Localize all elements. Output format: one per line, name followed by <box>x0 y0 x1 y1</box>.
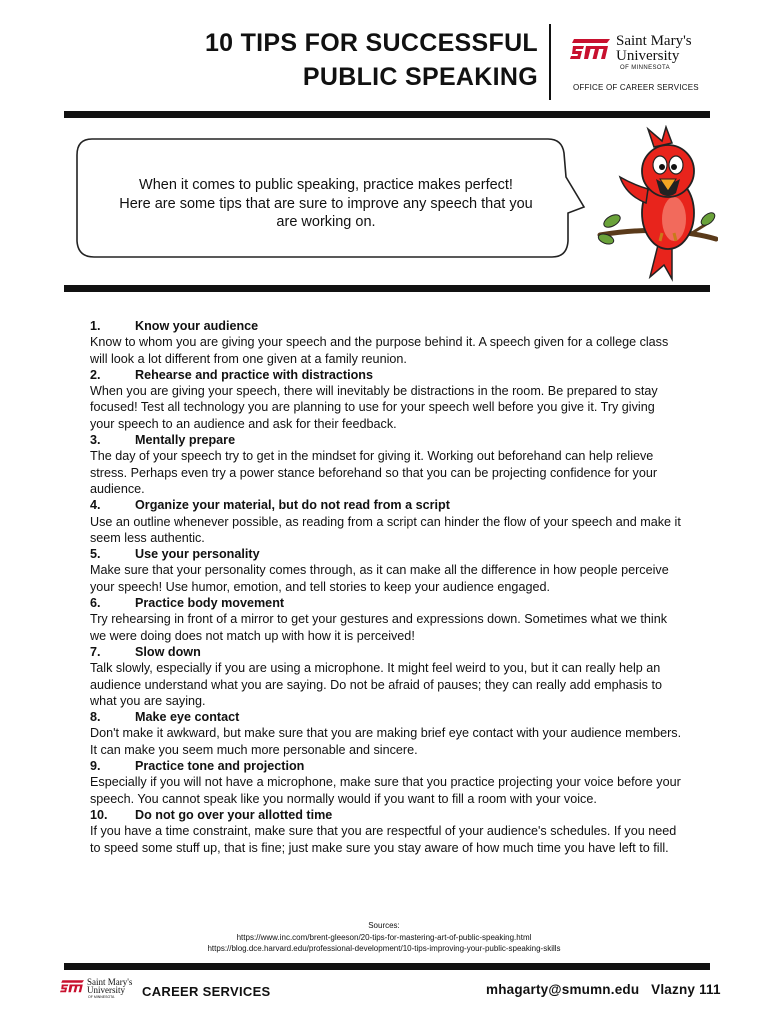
intro-line-1: When it comes to public speaking, practice makes perfect! <box>139 177 513 193</box>
title-line-1: 10 TIPS FOR SUCCESSFUL <box>204 29 538 57</box>
tip-number: 5. <box>90 547 101 562</box>
logo-mark-icon <box>60 980 84 995</box>
page-title <box>150 26 538 94</box>
footer-logo-subtitle: OF MINNESOTA <box>88 995 115 999</box>
footer-contact: mhagarty@smumn.edu Vlazny 111 <box>486 982 721 997</box>
bottom-divider-bar <box>64 963 710 970</box>
tip-number: 3. <box>90 433 101 448</box>
tip-title: Use your personality <box>135 547 260 562</box>
sources <box>80 920 688 955</box>
tip-body: Use an outline whenever possible, as reading from a script can hinder the flow of your speech and make it seem less authentic. <box>90 514 681 545</box>
intro-line-3: are working on. <box>276 214 376 230</box>
tips-list <box>90 318 682 856</box>
university-logo <box>570 33 740 97</box>
tip-number: 6. <box>90 596 101 611</box>
logo-subtitle: OF MINNESOTA <box>620 65 671 71</box>
tip-body: Talk slowly, especially if you are using a microphone. It might feel weird to you, but it can really help an audience understand what you are saying. Do not be afraid of pauses; they can really add emphasis to what you are saying. <box>90 661 662 708</box>
footer-logo <box>60 978 140 1002</box>
tip-body: Make sure that your personality comes through, as it can make all the difference in how people perceive your speech! Use humor, emotion, and tell stories to keep your audience engaged. <box>90 563 669 594</box>
tip-item <box>90 367 682 432</box>
tip-number: 2. <box>90 367 101 382</box>
tip-title: Practice tone and projection <box>135 759 305 774</box>
intro-line-2: Here are some tips that are sure to improve any speech that you <box>119 195 533 212</box>
tip-item <box>90 432 682 497</box>
tip-number: 4. <box>90 498 101 513</box>
title-line-2: PUBLIC SPEAKING <box>302 63 538 91</box>
tip-number: 9. <box>90 759 101 774</box>
tip-body: If you have a time constraint, make sure that you are respectful of your audience's schedules. If you need to speed some stuff up, that is fine; just make sure you stay aware of how much time you have left to fill. <box>90 824 677 855</box>
tip-item <box>90 595 682 644</box>
logo-name-line-1: Saint Mary's <box>616 33 692 49</box>
source-link-1[interactable]: https://www.inc.com/brent-gleeson/20-tips-for-mastering-art-of-public-speaking.html <box>236 932 532 942</box>
tip-title: Rehearse and practice with distractions <box>135 367 373 382</box>
tip-number: 10. <box>90 807 108 822</box>
tip-body: The day of your speech try to get in the mindset for giving it. Working out beforehand can help relieve stress. Perhaps even try a power stance beforehand so that you can be projecting confidence for your audience. <box>90 449 658 496</box>
footer-department: CAREER SERVICES <box>142 984 271 999</box>
logo-mark-icon <box>570 39 610 63</box>
tip-body: Don't make it awkward, but make sure that you are making brief eye contact with your audience members. It can make you seem much more personable and sincere. <box>90 726 682 757</box>
footer-logo-name-2: University <box>87 985 125 995</box>
tip-item <box>90 546 682 595</box>
tip-body: When you are giving your speech, there will inevitably be distractions in the room. Be prepared to stay focused! Test all technology you are planning to use for your speech well before you give it. Try giving your speech to an audience and ask for their feedback. <box>90 384 658 431</box>
middle-divider-bar <box>64 285 710 292</box>
tip-body: Especially if you will not have a microphone, make sure that you practice projecting your voice before your speech. You cannot speak like you normally would if you want to fill a room with your voice. <box>90 775 681 806</box>
tip-number: 1. <box>90 319 101 333</box>
tip-number: 8. <box>90 710 101 725</box>
tip-item <box>90 644 682 709</box>
office-name: OFFICE OF CAREER SERVICES <box>573 83 699 92</box>
top-divider-bar <box>64 111 710 118</box>
footer-logo-name-1: Saint Mary's <box>87 977 133 987</box>
tip-body: Try rehearsing in front of a mirror to get your gestures and expressions down. Sometimes what we think we were doing does not match up with how it is perceived! <box>90 612 668 643</box>
tip-title: Mentally prepare <box>135 433 236 448</box>
logo-name-line-2: University <box>616 48 680 64</box>
intro-text <box>100 176 552 232</box>
sources-label: Sources: <box>368 921 400 930</box>
tip-item <box>90 709 682 758</box>
tip-title: Know your audience <box>135 319 259 333</box>
tip-item <box>90 318 682 367</box>
source-link-2[interactable]: https://blog.dce.harvard.edu/professional-development/10-tips-improving-your-public-speaking-skills <box>207 944 561 953</box>
tip-item <box>90 497 682 546</box>
tip-item <box>90 807 682 856</box>
tip-body: Know to whom you are giving your speech and the purpose behind it. A speech given for a college class will look a lot different from one given at a family reunion. <box>90 335 669 366</box>
tip-title: Do not go over your allotted time <box>135 807 333 822</box>
tip-title: Slow down <box>135 644 201 659</box>
header-divider <box>549 24 551 100</box>
tip-title: Organize your material, but do not read from a script <box>135 498 450 513</box>
tip-number: 7. <box>90 644 101 659</box>
tip-title: Make eye contact <box>135 710 240 725</box>
cardinal-bird-icon <box>596 125 718 283</box>
tip-title: Practice body movement <box>135 596 285 611</box>
tip-item <box>90 758 682 807</box>
